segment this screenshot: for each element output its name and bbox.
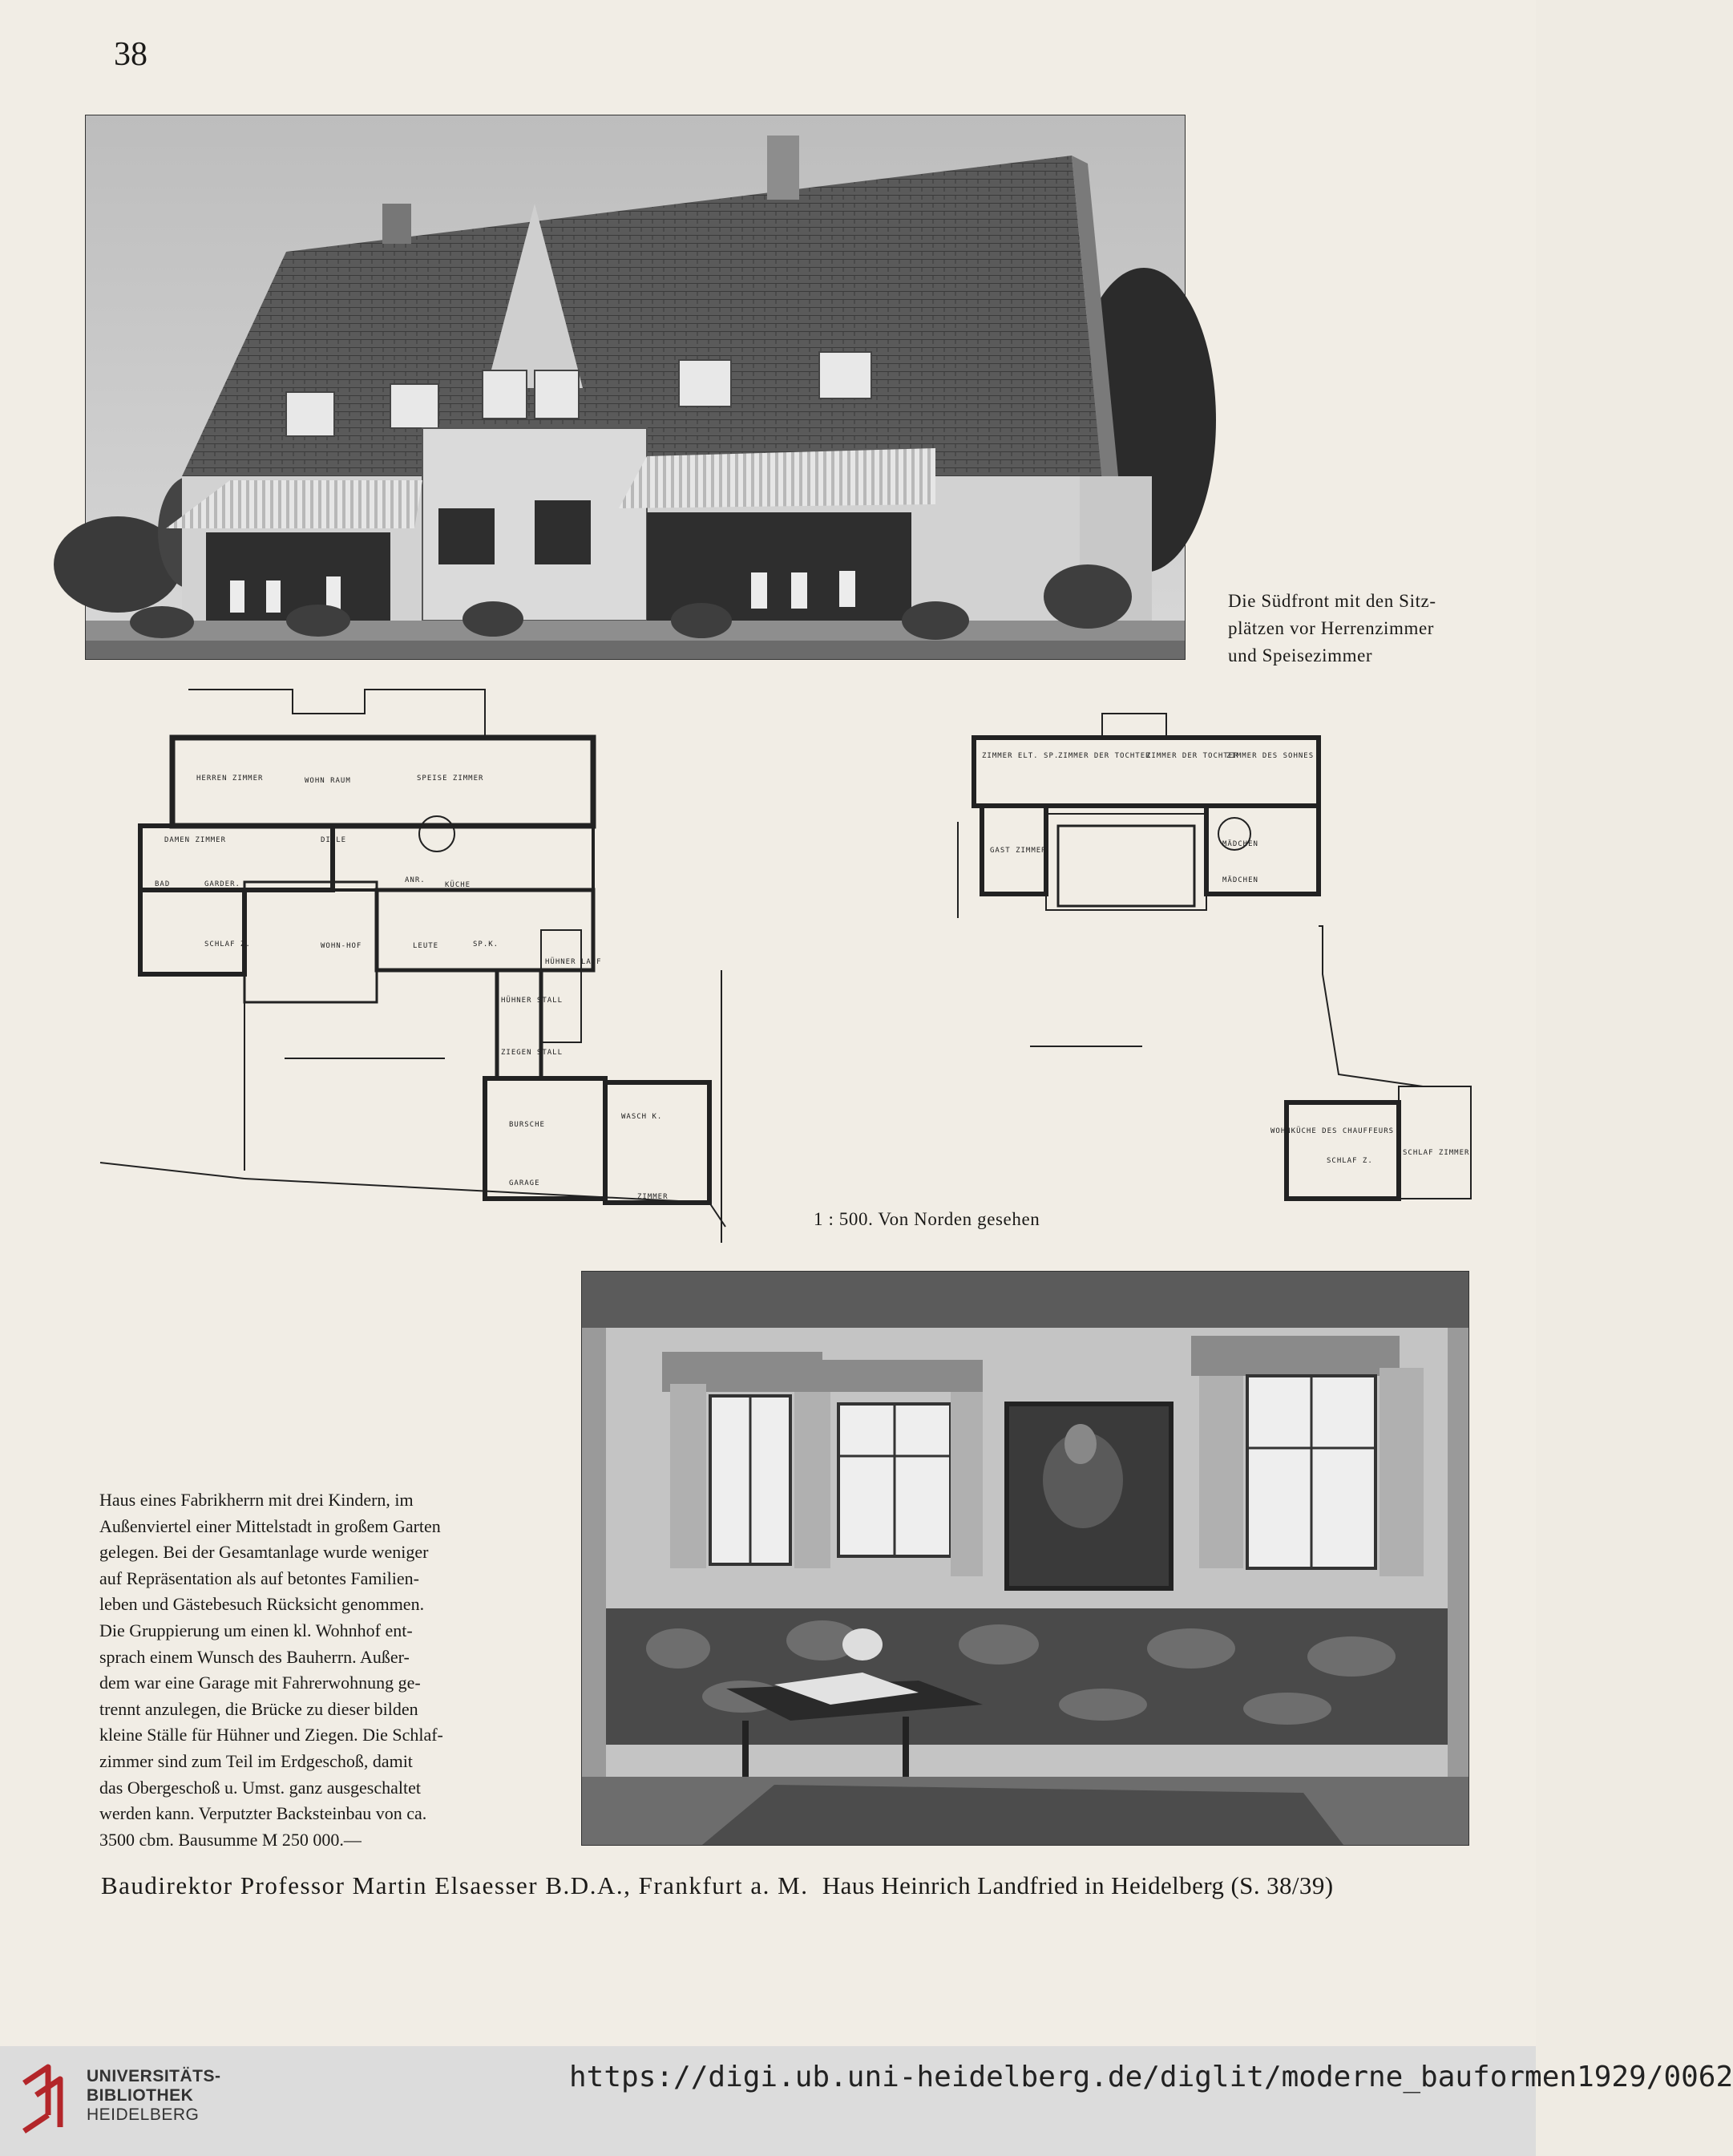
plan-label: GARAGE [509, 1179, 540, 1187]
plan-label: DAMEN ZIMMER [164, 836, 227, 844]
plan-label: ZIMMER DES SOHNES [1226, 752, 1315, 760]
ground-floor-plan [92, 682, 733, 1243]
footer-title: Haus Heinrich Landfried in Heidelberg (S. 38/39) [822, 1871, 1334, 1899]
page-number: 38 [114, 36, 147, 73]
plan-label: MÄDCHEN [1222, 876, 1258, 884]
interior-living-room-photo [581, 1271, 1469, 1846]
top-photo-caption: Die Südfront mit den Sitz- plätzen vor Herrenzimmer und Speisezimmer [1228, 591, 1436, 665]
plan-label: SCHLAF ZIMMER [1403, 1149, 1470, 1157]
plan-label: LEUTE [413, 942, 439, 950]
library-name: UNIVERSITÄTS- BIBLIOTHEK HEIDELBERG [87, 2067, 221, 2124]
plan-label: SP.K. [473, 940, 499, 949]
plan-label: KÜCHE [445, 881, 471, 889]
plan-label: WOHN-HOF [321, 942, 362, 950]
plan-label: BAD [155, 880, 171, 888]
plan-label: HÜHNER STALL [501, 997, 564, 1005]
plan-label: WOHNKÜCHE DES CHAUFFEURS [1270, 1127, 1395, 1135]
plan-label: ZIMMER ELT. SP. [982, 752, 1060, 760]
plan-label: GARDER. [204, 880, 240, 888]
plan-label: DIELE [321, 836, 347, 844]
house-south-front-photo [85, 115, 1186, 660]
plan-label: WOHN RAUM [305, 777, 351, 785]
description-text: Haus eines Fabrikherrn mit drei Kindern, im Außenviertel einer Mittelstadt in großem Garten gelegen. Bei der Gesamtanlage wurde weniger auf Repräsentation als auf betontes Familien- leben und Gästebesuch Rücksicht genommen. Die Gruppierung um einen kl. Wohnhof ent- sprach einem Wunsch des Bauherrn. Außer- dem war eine Garage mit Fahrerwohnung ge- trennt anzulegen, die Brücke zu dieser bilden kleine Ställe für Hühner und Ziegen. Die Schlaf- zimmer sind zum Teil im Erdgeschoß, damit das Obergeschoß u. Umst. ganz ausgeschaltet werden kann. Verputzter Backsteinbau von ca. 3500 cbm. Bausumme M 250 000.— [99, 1490, 443, 1850]
plan-label: SCHLAF Z. [1327, 1157, 1373, 1165]
plan-label: HERREN ZIMMER [196, 775, 264, 783]
plan-scale-note: 1 : 500. Von Norden gesehen [814, 1209, 1040, 1229]
plan-label: GAST ZIMMER [990, 847, 1047, 855]
footer-credit [101, 1871, 1496, 1900]
plan-label: ZIMMER [637, 1193, 669, 1201]
university-library-logo-icon [16, 2059, 80, 2139]
plan-label: WASCH K. [621, 1113, 663, 1121]
plan-label: HÜHNER LAUF [545, 958, 602, 966]
plan-label: BURSCHE [509, 1121, 545, 1129]
plan-label: ZIMMER DER TOCHTER [1146, 752, 1239, 760]
plan-label: ANR. [405, 876, 426, 884]
plan-label: ZIMMER DER TOCHTER [1058, 752, 1151, 760]
digital-library-url[interactable]: https://digi.ub.uni-heidelberg.de/diglit/moderne_bauformen1929/0062 [569, 2061, 1733, 2093]
plan-label: MÄDCHEN [1222, 840, 1258, 848]
upper-floor-plan [950, 710, 1479, 1215]
footer-author: Baudirektor Professor Martin Elsaesser B.D.A., Frankfurt a. M. [101, 1871, 809, 1899]
plan-label: ZIEGEN STALL [501, 1049, 564, 1057]
plan-label: SPEISE ZIMMER [417, 775, 484, 783]
plan-label: SCHLAF Z. [204, 940, 251, 949]
